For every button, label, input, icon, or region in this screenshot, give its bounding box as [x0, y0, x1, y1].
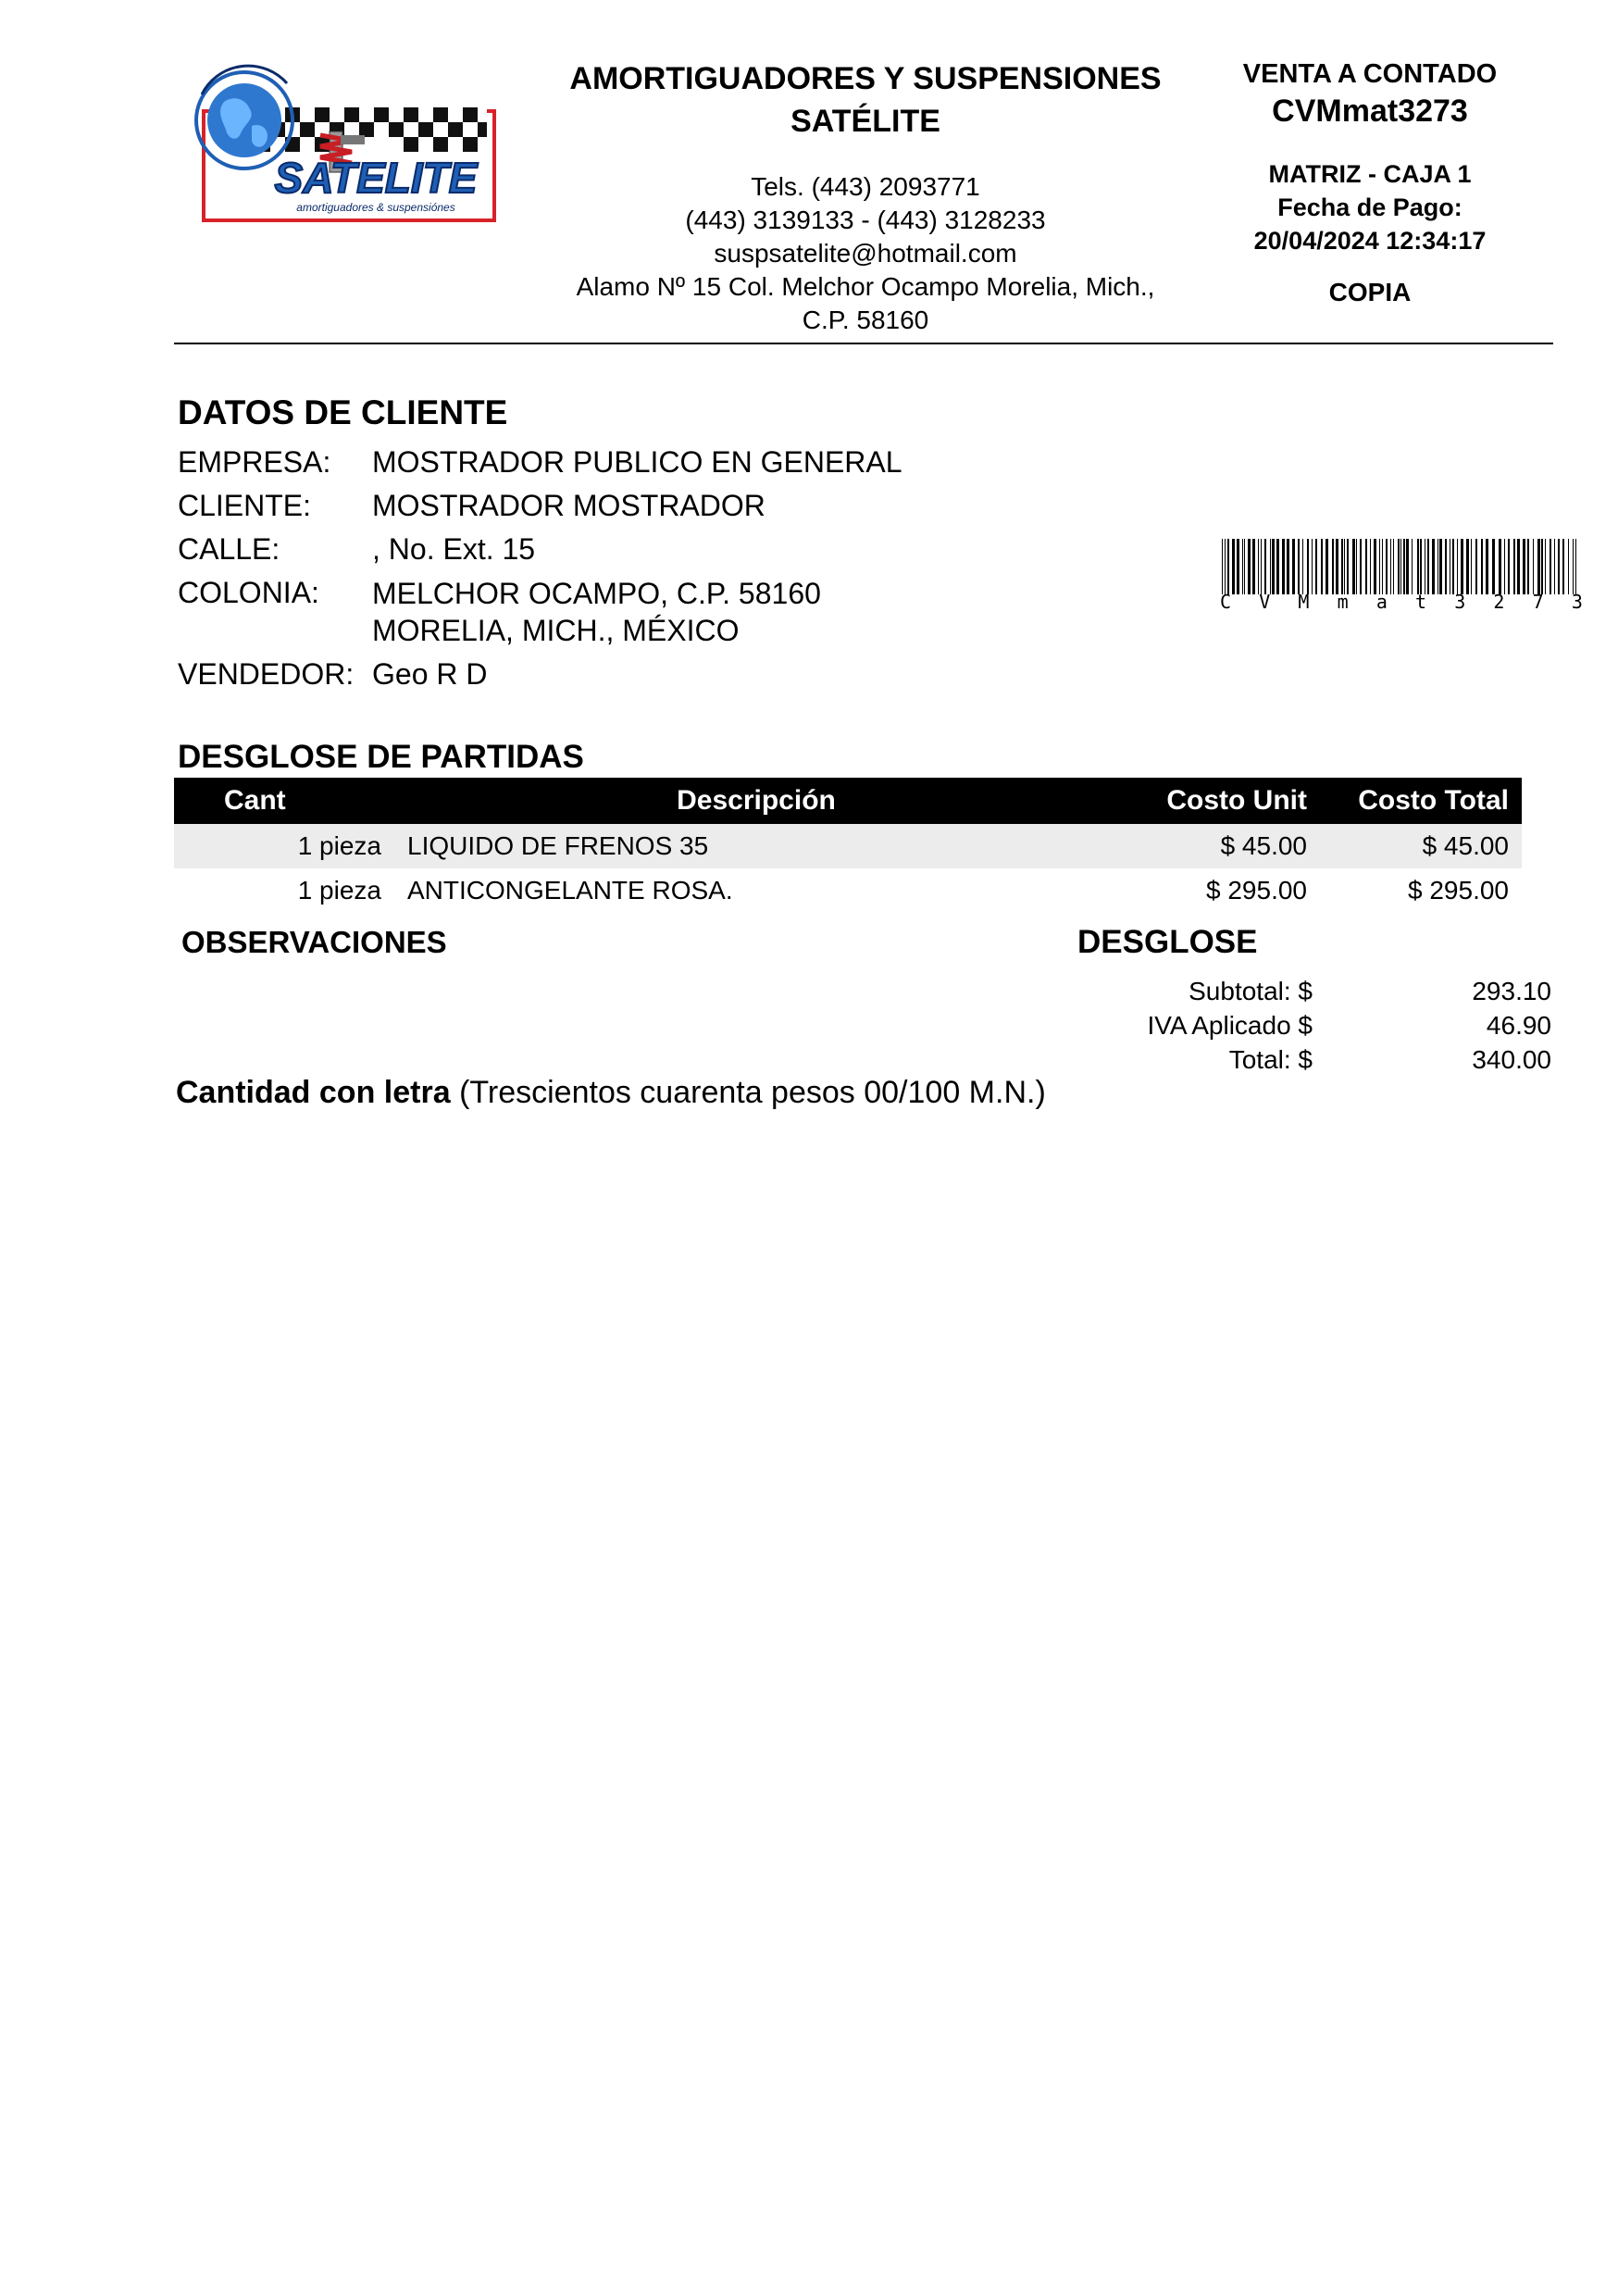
barcode-bar: [1445, 539, 1447, 594]
total-row: [1018, 1042, 1551, 1077]
iva-row: [1018, 1008, 1551, 1042]
barcode-bar: [1244, 539, 1245, 594]
client-row-empresa: [178, 441, 902, 484]
empresa-value: MOSTRADOR PUBLICO EN GENERAL: [372, 445, 902, 479]
barcode-bar: [1466, 539, 1469, 594]
barcode-bar: [1417, 539, 1419, 594]
barcode-bar: [1537, 539, 1540, 594]
barcode-char: 2: [1493, 591, 1505, 613]
barcode-bar: [1379, 539, 1380, 594]
barcode-char: 3: [1454, 591, 1466, 613]
vendedor-label: VENDEDOR:: [178, 657, 355, 691]
items-section-title: DESGLOSE DE PARTIDAS: [178, 739, 584, 775]
row-description: ANTICONGELANTE ROSA.: [407, 876, 733, 905]
barcode-bar: [1575, 539, 1576, 594]
barcode-bar: [1541, 539, 1543, 594]
barcode-bar: [1427, 539, 1429, 594]
logo-tagline-text: amortiguadores & suspensiónes: [296, 201, 455, 214]
barcode-bar: [1292, 539, 1295, 594]
barcode-bar: [1420, 539, 1422, 594]
barcode-bar: [1499, 539, 1501, 594]
barcode-bar: [1508, 539, 1510, 594]
vendedor-value: Geo R D: [372, 657, 488, 691]
barcode-bar: [1523, 539, 1525, 594]
company-phone-line1: Tels. (443) 2093771: [751, 172, 980, 201]
barcode-bar: [1321, 539, 1323, 594]
totals-title: DESGLOSE: [1077, 924, 1258, 960]
amount-in-words: [176, 1072, 1046, 1113]
company-contact: [541, 170, 1189, 337]
cliente-value: MOSTRADOR MOSTRADOR: [372, 489, 765, 522]
copy-label: COPIA: [1328, 278, 1412, 306]
company-phone-line2: (443) 3139133 - (443) 3128233: [685, 206, 1046, 234]
barcode-bar: [1457, 539, 1458, 594]
barcode-bar: [1248, 539, 1251, 594]
sale-branch: MATRIZ - CAJA 1: [1268, 160, 1472, 188]
row-qty: 1 pieza: [297, 876, 381, 905]
barcode-char: 7: [1532, 591, 1544, 613]
items-table: [174, 778, 1522, 913]
barcode-bar: [1382, 539, 1383, 594]
barcode-bar: [1554, 539, 1555, 594]
row-total-cost: $ 295.00: [1408, 876, 1509, 905]
calle-label: CALLE:: [178, 532, 280, 566]
barcode-bar: [1432, 539, 1435, 594]
row-unit-cost: $ 45.00: [1118, 824, 1320, 868]
barcode-char: V: [1259, 591, 1271, 613]
table-row: [174, 868, 1522, 913]
barcode-bar: [1471, 539, 1472, 594]
barcode-bar: [1400, 539, 1401, 594]
barcode-char: t: [1415, 591, 1427, 613]
barcode-bar: [1374, 539, 1376, 594]
client-row-calle: [178, 528, 902, 571]
observations-title: OBSERVACIONES: [181, 925, 447, 959]
barcode-bar: [1365, 539, 1367, 594]
barcode-bar: [1237, 539, 1239, 594]
barcode-bar: [1344, 539, 1345, 594]
barcode-bar: [1312, 539, 1313, 594]
company-address-line2: C.P. 58160: [802, 306, 929, 334]
barcode-bar: [1504, 539, 1505, 594]
barcode-bar: [1545, 539, 1546, 594]
client-row-cliente: [178, 484, 902, 528]
barcode-bar: [1403, 539, 1405, 594]
client-row-vendedor: [178, 653, 902, 696]
satelite-logo-graphic: [191, 57, 496, 226]
total-value: 340.00: [1472, 1045, 1551, 1074]
barcode-bar: [1347, 539, 1349, 594]
barcode-bar: [1370, 539, 1371, 594]
barcode-bar: [1412, 539, 1413, 594]
barcode-bar: [1513, 539, 1515, 594]
cliente-label: CLIENTE:: [178, 489, 312, 522]
sale-folio: CVMmat3273: [1272, 94, 1468, 129]
barcode-char: 3: [1571, 591, 1583, 613]
barcode-bar: [1439, 539, 1442, 594]
row-qty: 1 pieza: [174, 824, 394, 868]
subtotal-value: 293.10: [1472, 977, 1551, 1005]
company-address-line1: Alamo Nº 15 Col. Melchor Ocampo Morelia, Mich.,: [576, 272, 1155, 301]
sale-type: VENTA A CONTADO: [1242, 59, 1498, 89]
client-data: [178, 441, 902, 696]
barcode-bar: [1393, 539, 1394, 594]
company-name-line2: SATÉLITE: [790, 104, 940, 139]
empresa-label: EMPRESA:: [178, 445, 331, 479]
barcode-bar: [1270, 539, 1271, 594]
barcode-bar: [1302, 539, 1303, 594]
barcode-bar: [1222, 539, 1223, 594]
row-description: LIQUIDO DE FRENOS 35: [394, 824, 1118, 868]
barcode-bar: [1386, 539, 1388, 594]
header-divider: [174, 343, 1553, 344]
subtotal-row: [1018, 974, 1551, 1008]
barcode-bar: [1261, 539, 1262, 594]
colonia-label: COLONIA:: [178, 576, 319, 609]
barcode-bar: [1568, 539, 1569, 594]
amount-words-label: Cantidad con letra: [176, 1075, 451, 1110]
totals-block: [1018, 974, 1551, 1077]
barcode-bar: [1452, 539, 1454, 594]
barcode-bar: [1332, 539, 1334, 594]
barcode-bar: [1336, 539, 1338, 594]
barcode-caption: [1220, 591, 1583, 613]
barcode-bar: [1533, 539, 1534, 594]
barcode-bar: [1258, 539, 1259, 594]
barcode-bar: [1242, 539, 1243, 594]
barcode-bar: [1227, 539, 1229, 594]
header-qty: Cant: [174, 778, 394, 824]
barcode-bar: [1360, 539, 1362, 594]
barcode-char: C: [1220, 591, 1232, 613]
barcode-bar: [1276, 539, 1279, 594]
colonia-value: [372, 571, 821, 653]
barcode-bar: [1225, 539, 1226, 594]
amount-words-text: (Trescientos cuarenta pesos 00/100 M.N.): [459, 1075, 1046, 1110]
table-row: [174, 824, 1522, 868]
barcode-bar: [1550, 539, 1551, 594]
folio-barcode: [1220, 539, 1583, 594]
barcode-bar: [1326, 539, 1328, 594]
barcode-bar: [1356, 539, 1357, 594]
logo-brand-text: SATELITE: [274, 154, 478, 202]
iva-label: IVA Aplicado $: [1147, 1011, 1313, 1040]
company-logo: [191, 57, 496, 226]
header-unit-cost: Costo Unit: [1118, 778, 1320, 824]
payment-date: 20/04/2024 12:34:17: [1253, 227, 1487, 255]
barcode-bar: [1475, 539, 1477, 594]
barcode-bar: [1341, 539, 1343, 594]
row-unit-cost: $ 295.00: [1206, 876, 1307, 905]
barcode-bar: [1352, 539, 1355, 594]
company-name: [541, 57, 1189, 143]
barcode-bar: [1492, 539, 1495, 594]
colonia-line2: MORELIA, MICH., MÉXICO: [372, 614, 740, 647]
barcode-char: a: [1375, 591, 1388, 613]
client-row-colonia: [178, 571, 902, 653]
barcode-bar: [1527, 539, 1529, 594]
barcode-char: m: [1337, 591, 1349, 613]
iva-value: 46.90: [1486, 1011, 1551, 1040]
row-total-cost: $ 45.00: [1320, 824, 1522, 868]
barcode-bar: [1558, 539, 1560, 594]
barcode-bar: [1573, 539, 1574, 594]
barcode-bar: [1315, 539, 1317, 594]
barcode-bar: [1298, 539, 1300, 594]
barcode-bar: [1398, 539, 1400, 594]
company-name-line1: AMORTIGUADORES Y SUSPENSIONES: [569, 61, 1162, 96]
barcode-bar: [1406, 539, 1409, 594]
barcode-bar: [1282, 539, 1285, 594]
barcode-bar: [1307, 539, 1309, 594]
header-description: Descripción: [394, 778, 1118, 824]
company-email: suspsatelite@hotmail.com: [714, 239, 1017, 268]
barcode-bar: [1390, 539, 1391, 594]
subtotal-label: Subtotal: $: [1189, 977, 1313, 1005]
barcode-bar: [1517, 539, 1520, 594]
barcode-bar: [1272, 539, 1275, 594]
barcode-bar: [1562, 539, 1564, 594]
barcode-bar: [1481, 539, 1483, 594]
payment-date-label: Fecha de Pago:: [1277, 193, 1462, 221]
total-label: Total: $: [1228, 1045, 1313, 1074]
barcode-bar: [1232, 539, 1235, 594]
header-total-cost: Costo Total: [1320, 778, 1522, 824]
barcode-bar: [1252, 539, 1255, 594]
barcode-bar: [1264, 539, 1266, 594]
calle-value: , No. Ext. 15: [372, 532, 536, 566]
barcode-char: M: [1298, 591, 1310, 613]
colonia-line1: MELCHOR OCAMPO, C.P. 58160: [372, 577, 821, 610]
barcode-bar: [1287, 539, 1289, 594]
barcode-bar: [1486, 539, 1488, 594]
items-header-row: [174, 778, 1522, 824]
sale-info: [1203, 57, 1537, 309]
barcode-bar: [1461, 539, 1463, 594]
client-section-title: DATOS DE CLIENTE: [178, 393, 508, 431]
